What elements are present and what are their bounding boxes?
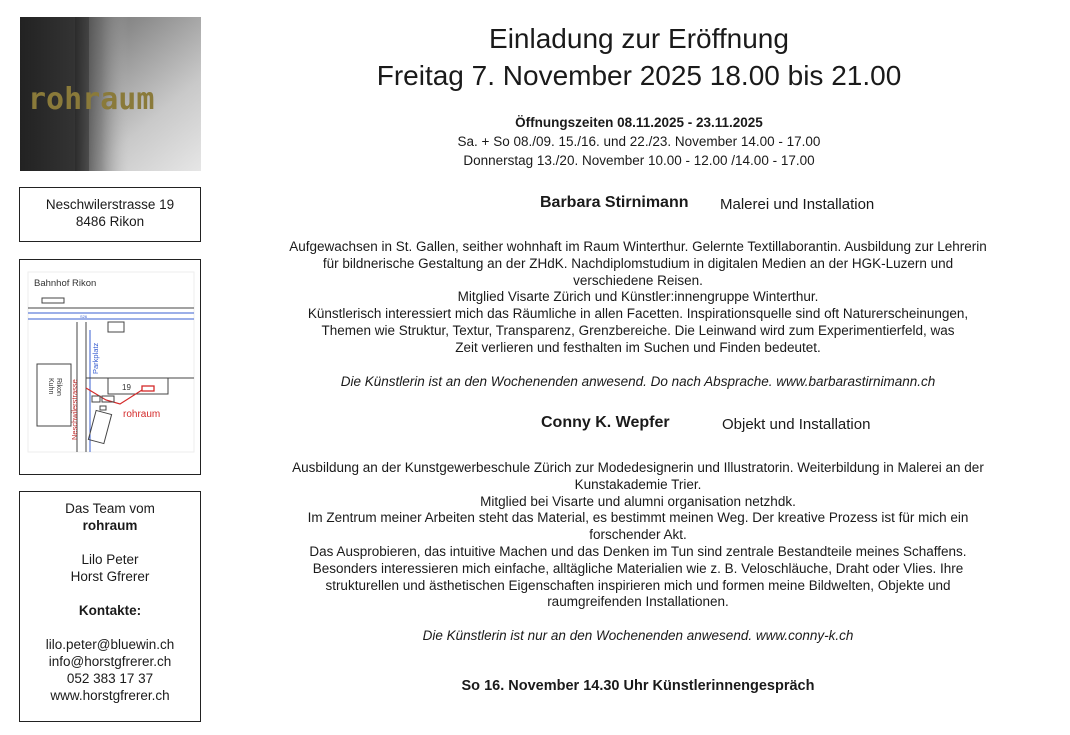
map-house-number: 19 xyxy=(122,383,131,392)
contact-website[interactable]: www.horstgfrerer.ch xyxy=(50,688,170,703)
opening-hours-weekend: Sa. + So 08./09. 15./16. und 22./23. November 14.00 - 17.00 xyxy=(457,134,821,149)
opening-date-title: Freitag 7. November 2025 18.00 bis 21.00 xyxy=(376,60,902,91)
bio-line: Mitglied Visarte Zürich und Künstler:innengruppe Winterthur. xyxy=(457,289,819,305)
artist-bio xyxy=(230,460,1046,611)
address-street: Neschwilerstrasse 19 xyxy=(45,197,175,212)
bio-line: verschiedene Reisen. xyxy=(573,272,703,288)
artist-presence-note[interactable]: Die Künstlerin ist an den Wochenenden anwesend. Do nach Absprache. www.barbarastirnimann.ch xyxy=(340,374,936,389)
artist-bio xyxy=(230,239,1046,357)
artist-name: Conny K. Wepfer xyxy=(541,414,670,431)
map-parking-label: Parkplatz xyxy=(91,342,100,374)
rohraum-logo xyxy=(20,17,201,171)
logo-text: rohraum xyxy=(28,82,155,117)
artist-talk-event: So 16. November 14.30 Uhr Künstlerinnengespräch xyxy=(461,678,815,694)
bio-line: Im Zentrum meiner Arbeiten steht das Material, es bestimmt meinen Weg. Der kreative Prozess ist für mich ein xyxy=(307,510,969,526)
bio-line: Kunstakademie Trier. xyxy=(574,476,702,492)
bio-line: Themen wie Struktur, Textur, Transparenz, Grenzbereiche. Die Leinwand wird zum Experimentierfeld, was xyxy=(321,322,955,338)
team-member: Horst Gfrerer xyxy=(70,569,150,584)
bio-line: Besonders interessieren mich einfache, alltägliche Materialien wie z. B. Veloschläuche, Draht oder Vlies. Ihre xyxy=(312,560,964,576)
location-map xyxy=(19,259,201,475)
artist-name: Barbara Stirnimann xyxy=(540,194,689,211)
team-name: rohraum xyxy=(82,518,138,533)
artist-specialty: Malerei und Installation xyxy=(720,196,875,213)
map-building-label-1: Kuhn xyxy=(47,378,54,395)
opening-hours xyxy=(400,113,878,170)
bio-line: Zeit verlieren und festhalten im Suchen und Finden bedeutet. xyxy=(455,339,821,355)
team-member: Lilo Peter xyxy=(81,552,139,567)
contact-phone[interactable]: 052 383 17 37 xyxy=(66,671,154,686)
artist-presence-note[interactable]: Die Künstlerin ist nur an den Wochenenden anwesend. www.conny-k.ch xyxy=(422,628,854,643)
map-station-label: Bahnhof Rikon xyxy=(34,278,97,289)
address-box xyxy=(19,187,201,242)
contact-email-info[interactable]: info@horstgfrerer.ch xyxy=(48,654,172,669)
bio-line: forschender Akt. xyxy=(589,527,687,543)
bio-line: für bildnerische Gestaltung an der ZHdK. Nachdiplomstudium in digitalen Medien an der HGK-Luzern und xyxy=(322,255,954,271)
map-building-label-2: Rikon xyxy=(55,378,62,396)
invitation-title: Einladung zur Eröffnung xyxy=(489,23,789,54)
bio-line: Künstlerisch interessiert mich das Räumliche in allen Facetten. Inspirationsquelle sind oft Naturerscheinungen, xyxy=(307,306,969,322)
opening-hours-thursday: Donnerstag 13./20. November 10.00 - 12.00 /14.00 - 17.00 xyxy=(463,153,815,168)
bio-line: Mitglied bei Visarte und alumni organisation netzhdk. xyxy=(480,493,796,509)
team-contact-box xyxy=(19,491,201,722)
bio-line: raumgreifenden Installationen. xyxy=(547,594,729,610)
bio-line: Aufgewachsen in St. Gallen, seither wohnhaft im Raum Winterthur. Gelernte Textillaborantin. Ausbildung zur Lehrerin xyxy=(289,239,987,254)
opening-hours-heading: Öffnungszeiten 08.11.2025 - 23.11.2025 xyxy=(515,115,763,130)
contact-email-lilo[interactable]: lilo.peter@bluewin.ch xyxy=(45,637,175,652)
map-venue-label: rohraum xyxy=(123,409,161,420)
address-city: 8486 Rikon xyxy=(75,214,145,229)
bio-line: Das Ausprobieren, das intuitive Machen und das Denken im Tun sind zentrale Bestandteile meines Schaffens. xyxy=(309,543,967,559)
bio-line: Ausbildung an der Kunstgewerbeschule Zürich zur Modedesignerin und Illustratorin. Weiterbildung in Malerei an der xyxy=(292,460,984,475)
map-rail-label: S26 xyxy=(80,314,88,319)
map-road-label: Neschwilerstrasse xyxy=(70,379,79,440)
team-intro: Das Team vom xyxy=(65,501,155,516)
artist-specialty: Objekt und Installation xyxy=(722,416,871,433)
bio-line: strukturellen und ästhetischen Eigenschaften inspirieren mich und formen meine Bildwelten, Objekte und xyxy=(325,577,951,593)
contacts-heading: Kontakte: xyxy=(78,603,142,618)
